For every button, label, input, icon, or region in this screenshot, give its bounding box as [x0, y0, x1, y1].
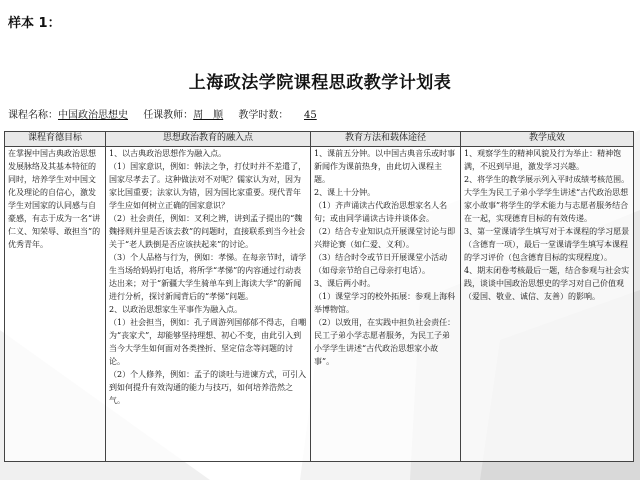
cell-paragraph: （1）课堂学习的校外拓展：参观上海科举博物馆。	[314, 292, 456, 314]
cell-paragraph: （2）社会责任，例如：叉利之辨，讲到孟子提出的“魏魏择则并里是否该去救”的问题时，直接联系到当今社会关于“老人跌倒是否应该扶起来”的讨论。	[109, 214, 306, 249]
course-meta	[8, 106, 638, 121]
hours-label: 教学时数：	[238, 110, 289, 121]
cell-paragraph: 1、课前五分钟。以中国古典音乐或时事新闻作为课前热身，由此切入课程主题。	[314, 149, 456, 184]
cell-paragraph: 2、将学生的教学展示列入平时成绩考核范围。大学生为民工子弟小学学生讲述“古代政治思想家小故事”将学生的学术能力与志愿者服务结合在一起，实现德育目标的有效传递。	[464, 175, 630, 223]
cell-paragraph: 2、课上十分钟。	[314, 188, 376, 197]
hours-value: 45	[304, 110, 317, 121]
outcomes-cell	[461, 147, 634, 462]
cell-paragraph: （2）结合专业知识点开展课堂讨论与即兴辩论赛（如仁爱、义利）。	[314, 227, 456, 249]
cell-paragraph: （3）结合时令或节日开展课堂小活动（如母亲节给自己母亲打电话）。	[314, 253, 448, 275]
page-title: 上海政法学院课程思政教学计划表	[188, 73, 452, 93]
header-methods: 教育方法和载体途径	[311, 132, 461, 147]
course-name-label: 课程名称：	[8, 110, 58, 121]
teacher-name-value: 周 顺	[193, 110, 224, 121]
methods-cell	[311, 147, 461, 462]
cell-paragraph: 3、课后两小时。	[314, 279, 376, 288]
cell-paragraph: 1、以古典政治思想作为融入点。	[109, 149, 227, 158]
teacher-label: 任课教师：	[143, 110, 194, 121]
integration-points-cell	[106, 147, 311, 462]
cell-paragraph: （2）个人修养，例如：孟子的谈吐与进谏方式，可引入到如何提升有效沟通的能力与技巧，如何培养浩然之气。	[109, 370, 307, 405]
cell-paragraph: 3、第一堂课请学生填写对于本课程的学习愿景（含德育一项），最后一堂课请学生填写本课程的学习评价（包含德育目标的实现程度）。	[464, 227, 630, 262]
cell-paragraph: （1）齐声诵读古代政治思想家名人名句；或由同学诵读古诗并谈体会。	[314, 201, 448, 223]
cell-paragraph: 1、观察学生的精神风貌及行为举止：精神饱满，不迟到早退，激发学习兴趣。	[464, 149, 622, 171]
header-integration-points: 思想政治教育的融入点	[106, 132, 311, 147]
teaching-plan-table	[4, 131, 634, 462]
cell-paragraph: 2、以政治思想家生平事作为融入点。	[109, 305, 243, 314]
moral-goal-cell	[5, 147, 106, 462]
cell-paragraph: （1）社会担当，例如：孔子周游列国郁郁不得志，自嘲为“丧家犬”，却能够坚持理想、初心不变，由此引入到当今大学生如何面对各类挫折、坚定信念等问题的讨论。	[109, 318, 307, 366]
header-outcomes: 教学成效	[461, 132, 634, 147]
cell-paragraph: （1）国家意识，例如：韩法之争，打仗时并不差遣了，国家尽孝去了。这种做法对不对呢？儒家认为对，因为家比国重要；法家认为错，因为国比家重要。现代青年学生应如何树立正确的国家意识？	[109, 162, 307, 210]
cell-paragraph: 4、期末闭卷考核最后一题，结合参观与社会实践，谈谈中国政治思想史的学习对自己价值观（爱国、敬业、诚信、友善）的影响。	[464, 266, 630, 301]
header-moral-goal: 课程育德目标	[5, 132, 106, 147]
cell-paragraph: 在掌握中国古典政治思想发展脉络及其基本特征的同时，培养学生对中国文化及理论的自信心，激发学生对国家的认同感与自豪感，有志于成为一名“讲仁义、知荣辱、敢担当”的优秀青年。	[8, 149, 101, 249]
table-row	[5, 147, 634, 462]
cell-paragraph: （2）以致用，在实践中担负社会责任：民工子弟小学志愿者服务，为民工子弟小学学生讲述“古代政治思想家小故事”。	[314, 318, 456, 366]
sample-label: 样本 1：	[8, 16, 61, 31]
cell-paragraph: （3）个人品格与行为，例如：孝悌。在每亲节时，请学生当场给妈妈打电话，将所学“孝悌”的内容通过行动表达出来；对于“新疆大学生骑单车到上海读大学”的新闻进行分析，探讨新闻背后的“孝悌”问题。	[109, 253, 307, 301]
table-header-row	[5, 132, 634, 147]
course-name-value: 中国政治思想史	[58, 110, 128, 121]
